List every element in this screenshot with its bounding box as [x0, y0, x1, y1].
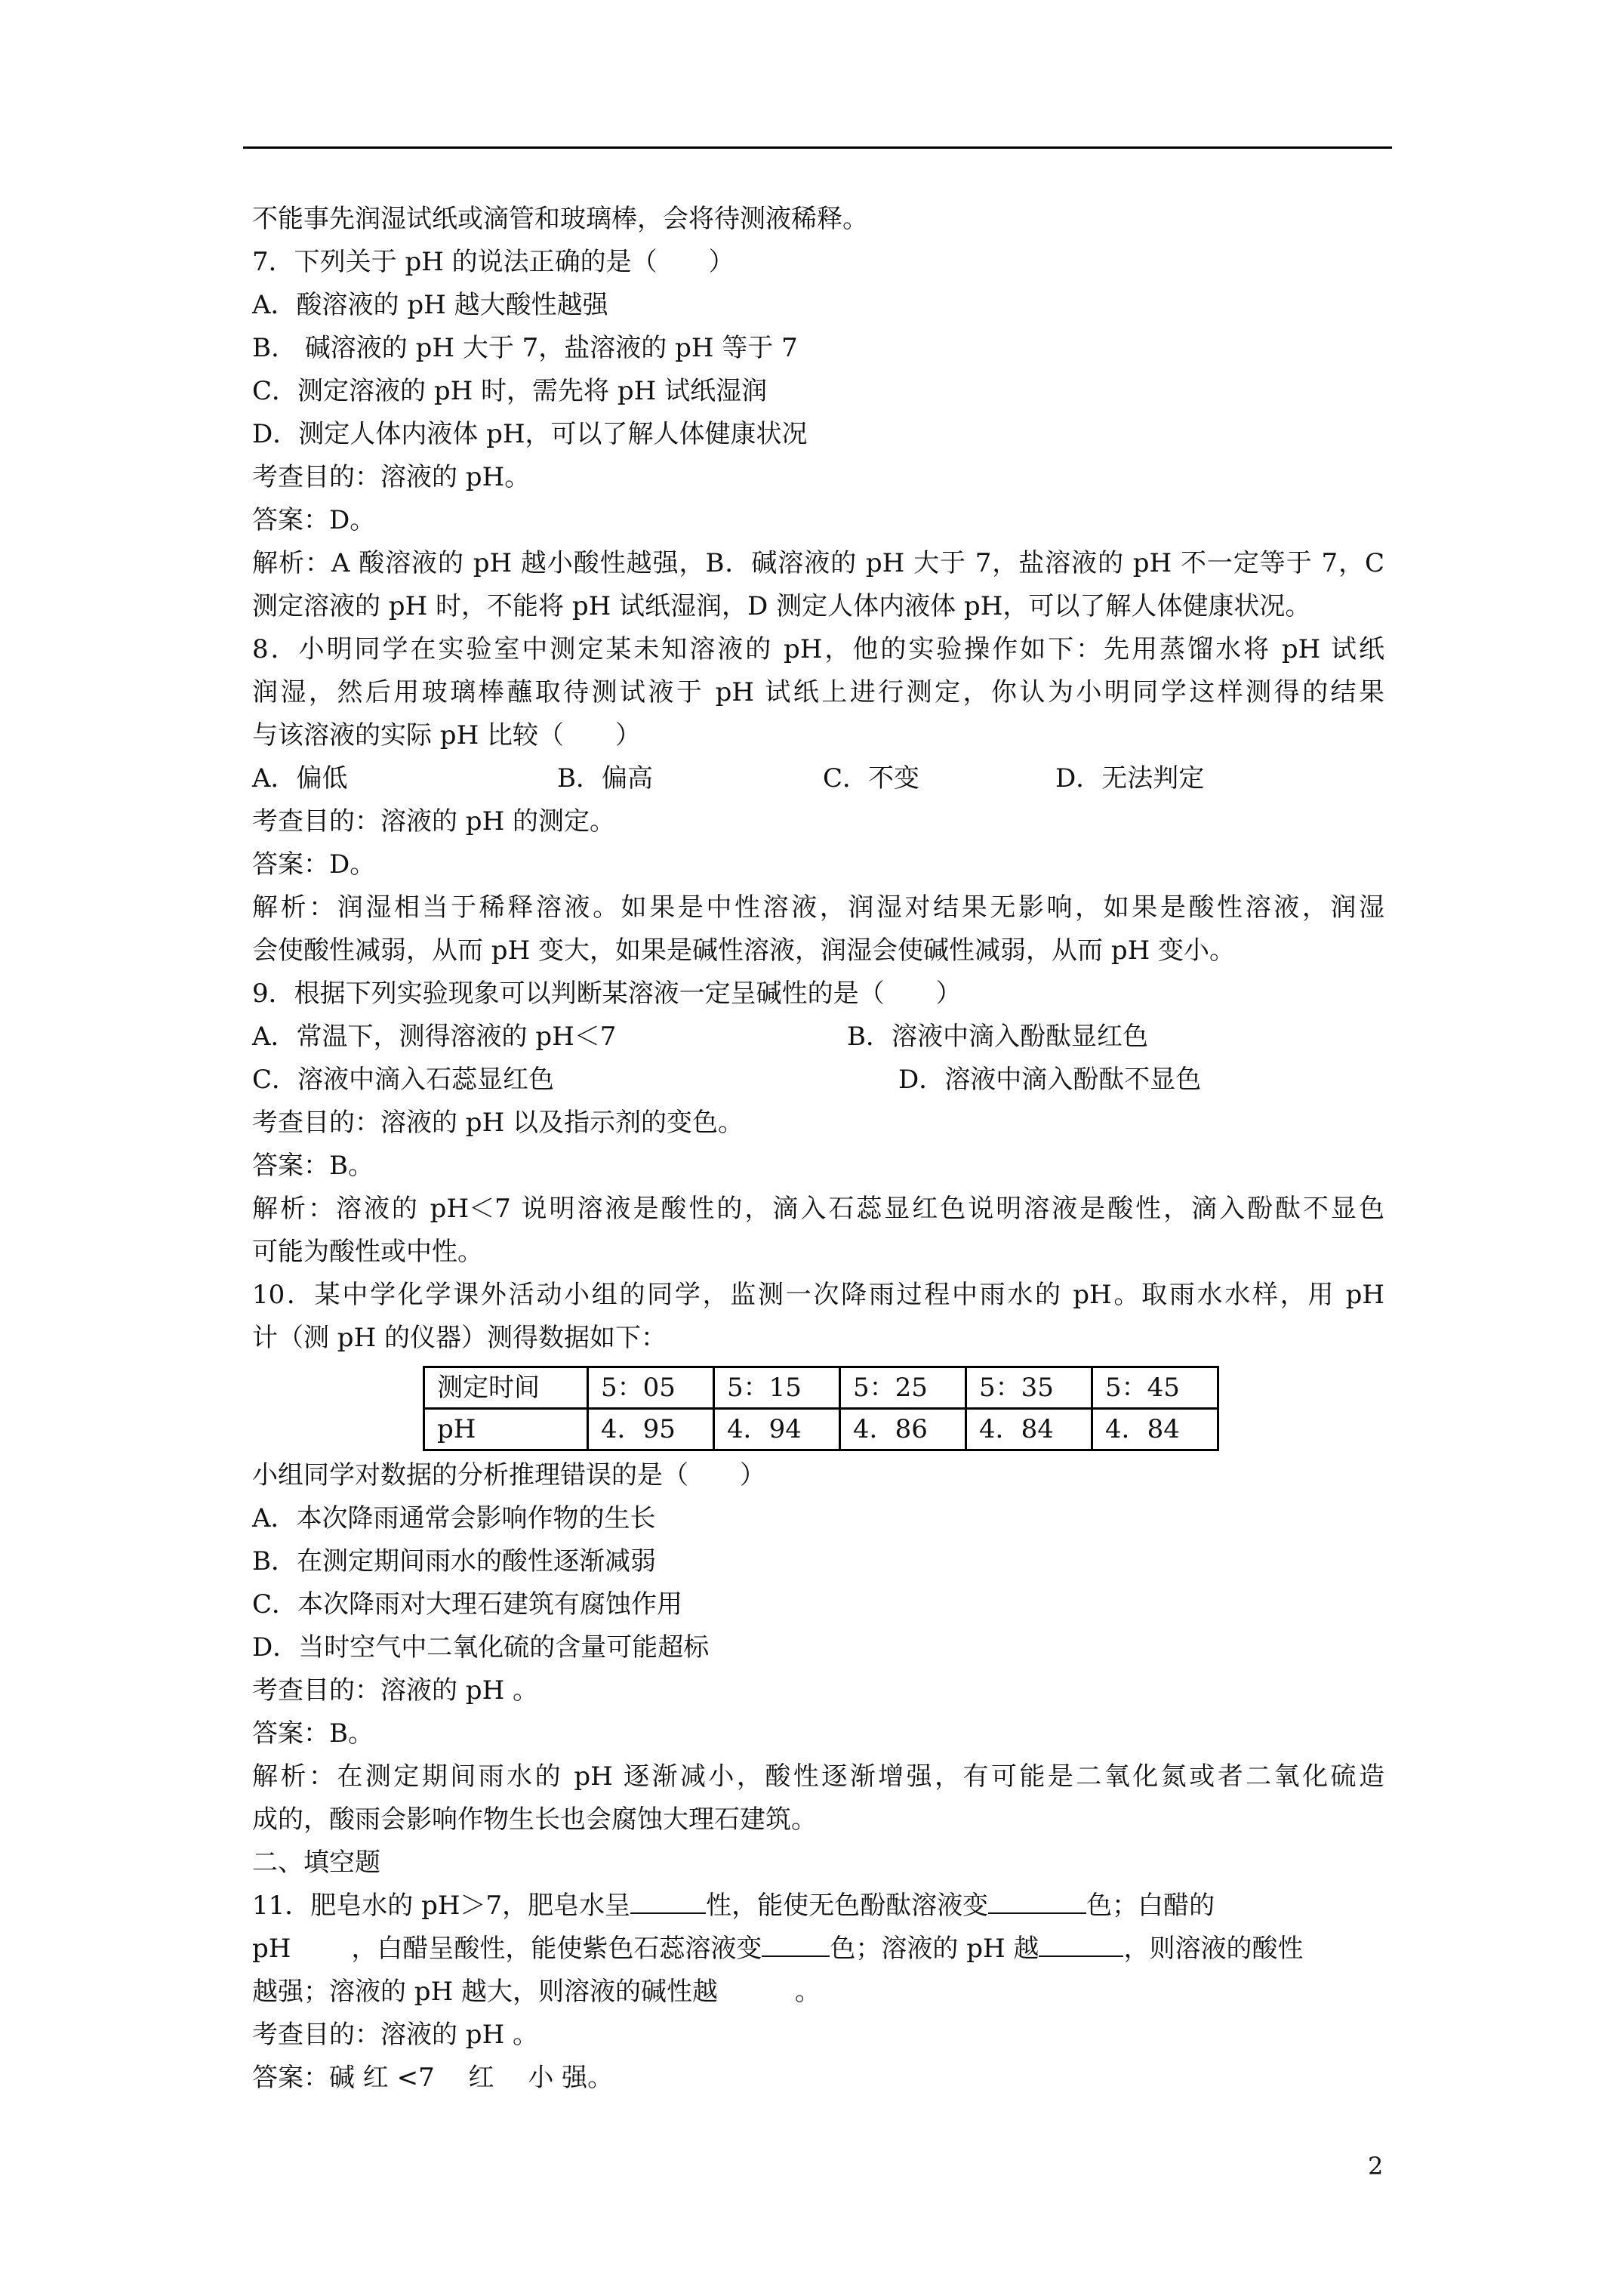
- option-d: D．溶液中滴入酚酞不显色: [898, 1065, 1202, 1095]
- question-8: 8．小明同学在实验室中测定某未知溶液的 pH，他的实验操作如下：先用蒸馏水将 pH 试纸: [252, 634, 1384, 664]
- answer-line: 答案：D。: [252, 505, 376, 535]
- option-a: A．偏低: [252, 763, 348, 794]
- question-9: 9．根据下列实验现象可以判断某溶液一定呈碱性的是（ ）: [252, 978, 962, 1009]
- table-cell: 4．94: [714, 1409, 840, 1450]
- aim-line: 考查目的：溶液的 pH 。: [252, 1675, 539, 1706]
- table-row: [424, 1409, 1218, 1450]
- question-10-cont: 计（测 pH 的仪器）测得数据如下：: [252, 1323, 667, 1353]
- ph-data-table: [423, 1366, 1219, 1451]
- explanation-line: 解析：润湿相当于稀释溶液。如果是中性溶液，润湿对结果无影响，如果是酸性溶液，润湿: [252, 892, 1384, 923]
- table-cell: 测定时间: [424, 1367, 588, 1409]
- question-7: 7．下列关于 pH 的说法正确的是（ ）: [252, 247, 735, 277]
- explanation-line: 会使酸性减弱，从而 pH 变大，如果是碱性溶液，润湿会使碱性减弱，从而 pH 变小。: [252, 935, 1236, 966]
- question-10: 10．某中学化学课外活动小组的同学，监测一次降雨过程中雨水的 pH。取雨水水样，用 pH: [252, 1280, 1384, 1310]
- table-cell: 5：35: [966, 1367, 1092, 1409]
- answer-line: 答案：碱 红 <7 红 小 强。: [252, 2063, 614, 2093]
- table-cell: 4．86: [840, 1409, 966, 1450]
- q11-text: 色；溶液的 pH 越: [830, 1934, 1039, 1964]
- ph-table-wrap: [423, 1366, 1384, 1451]
- question-10-cont: 小组同学对数据的分析推理错误的是（ ）: [252, 1460, 765, 1490]
- option-c: C．不变: [823, 763, 920, 794]
- q11-text: 色；白醋的: [1086, 1891, 1215, 1921]
- table-cell: 4．84: [966, 1409, 1092, 1450]
- options-row: [252, 1015, 1384, 1059]
- aim-line: 考查目的：溶液的 pH 以及指示剂的变色。: [252, 1108, 744, 1138]
- table-cell: 5：15: [714, 1367, 840, 1409]
- table-header-row: [424, 1367, 1218, 1409]
- option-b: B. 碱溶液的 pH 大于 7，盐溶液的 pH 等于 7: [252, 333, 798, 363]
- q11-text: ，白醋呈酸性，能使紫色石蕊溶液变: [351, 1934, 762, 1964]
- option-a: A．常温下，测得溶液的 pH＜7: [252, 1022, 617, 1052]
- fill-blank: [630, 1890, 706, 1914]
- q11-text: 性，能使无色酚酞溶液变: [706, 1891, 989, 1921]
- page-content: [252, 198, 1384, 2100]
- table-cell: 4．84: [1092, 1409, 1218, 1450]
- question-11: [252, 1885, 1384, 1928]
- option-c: C．测定溶液的 pH 时，需先将 pH 试纸湿润: [252, 376, 768, 406]
- question-11-cont: 越强；溶液的 pH 越大，则溶液的碱性越 。: [252, 1977, 821, 2007]
- table-cell: 5：45: [1092, 1367, 1218, 1409]
- option-a: A．酸溶液的 pH 越大酸性越强: [252, 290, 608, 320]
- options-row: [252, 757, 1384, 800]
- question-8-cont: 与该溶液的实际 pH 比较（ ）: [252, 720, 642, 750]
- q11-text: pH: [252, 1934, 291, 1964]
- option-d: D．测定人体内液体 pH，可以了解人体健康状况: [252, 419, 808, 449]
- table-cell: 5：05: [588, 1367, 714, 1409]
- answer-line: 答案：B。: [252, 1718, 374, 1749]
- explanation-line: 可能为酸性或中性。: [252, 1237, 483, 1267]
- page-number: 2: [1368, 2152, 1384, 2180]
- answer-line: 答案：D。: [252, 849, 376, 880]
- aim-line: 考查目的：溶液的 pH 的测定。: [252, 806, 616, 837]
- explanation-line: 解析：溶液的 pH＜7 说明溶液是酸性的，滴入石蕊显红色说明溶液是酸性，滴入酚酞不显色: [252, 1194, 1384, 1224]
- fill-blank: [1039, 1933, 1123, 1957]
- aim-line: 考查目的：溶液的 pH。: [252, 462, 531, 492]
- aim-line: 考查目的：溶液的 pH 。: [252, 2020, 539, 2050]
- fill-blank: [988, 1890, 1086, 1914]
- q11-text: ，则溶液的酸性: [1123, 1934, 1304, 1964]
- explanation-line: 解析：在测定期间雨水的 pH 逐渐减小，酸性逐渐增强，有可能是二氧化氮或者二氧化硫造: [252, 1761, 1384, 1792]
- question-8-cont: 润湿，然后用玻璃棒蘸取待测试液于 pH 试纸上进行测定，你认为小明同学这样测得的结果: [252, 677, 1384, 707]
- option-b: B．溶液中滴入酚酞显红色: [847, 1022, 1148, 1052]
- option-c: C．溶液中滴入石蕊显红色: [252, 1065, 555, 1095]
- option-d: D．无法判定: [1055, 763, 1205, 794]
- text-line: 不能事先润湿试纸或滴管和玻璃棒，会将待测液稀释。: [252, 204, 868, 234]
- table-cell: 5：25: [840, 1367, 966, 1409]
- explanation-line: 解析：A 酸溶液的 pH 越小酸性越强，B．碱溶液的 pH 大于 7，盐溶液的 pH 不一定等于 7，C: [252, 548, 1384, 578]
- question-11-cont: [252, 1928, 1384, 1971]
- option-c: C．本次降雨对大理石建筑有腐蚀作用: [252, 1589, 683, 1620]
- options-row: [252, 1059, 1384, 1102]
- answer-line: 答案：B。: [252, 1151, 374, 1181]
- q11-text: 11．肥皂水的 pH＞7，肥皂水呈: [252, 1891, 631, 1921]
- fill-blank: [762, 1933, 830, 1957]
- header-rule: [243, 146, 1392, 149]
- option-b: B．偏高: [557, 763, 653, 794]
- explanation-line: 测定溶液的 pH 时，不能将 pH 试纸湿润，D 测定人体内液体 pH，可以了解人体健康状况。: [252, 591, 1311, 621]
- option-d: D．当时空气中二氧化硫的含量可能超标: [252, 1632, 710, 1663]
- section-heading: 二、填空题: [252, 1848, 380, 1878]
- option-a: A．本次降雨通常会影响作物的生长: [252, 1503, 656, 1533]
- table-cell: pH: [424, 1409, 588, 1450]
- option-b: B．在测定期间雨水的酸性逐渐减弱: [252, 1546, 656, 1576]
- explanation-line: 成的，酸雨会影响作物生长也会腐蚀大理石建筑。: [252, 1804, 817, 1835]
- table-cell: 4．95: [588, 1409, 714, 1450]
